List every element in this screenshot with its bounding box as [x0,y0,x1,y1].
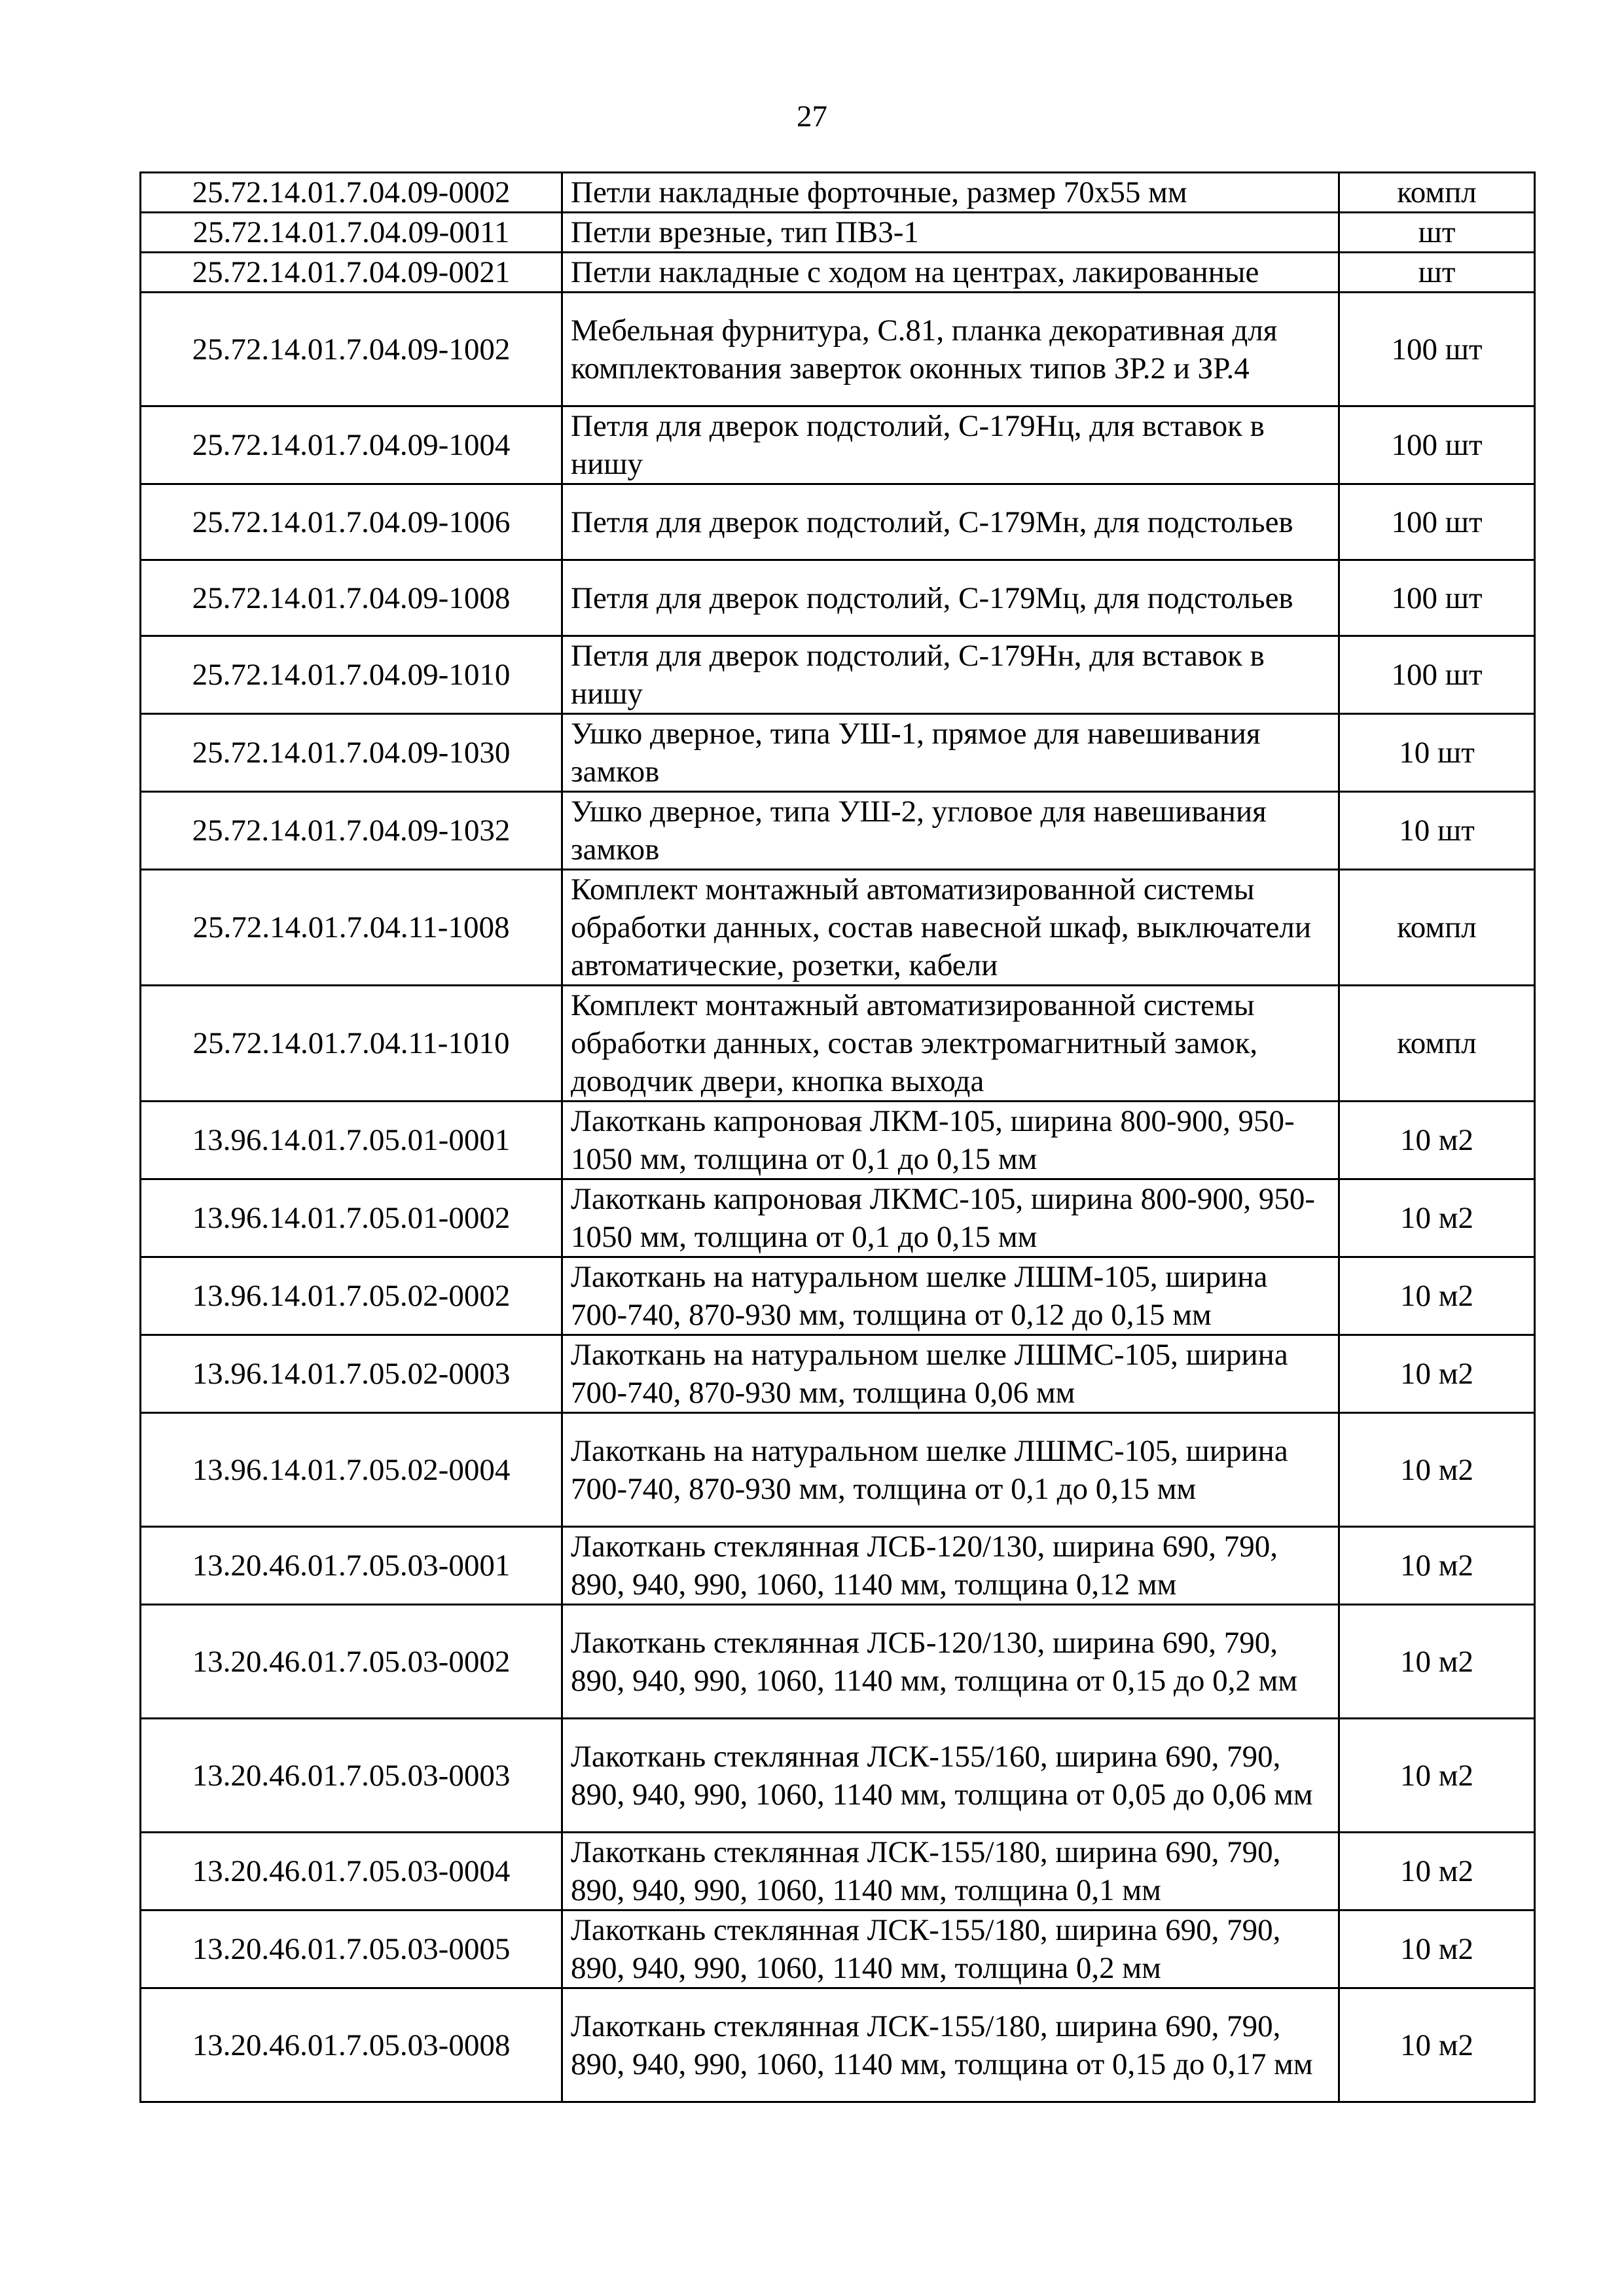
resource-code: 25.72.14.01.7.04.09-1008 [141,560,562,636]
resource-code: 13.96.14.01.7.05.02-0003 [141,1335,562,1413]
resource-code: 13.20.46.01.7.05.03-0001 [141,1527,562,1605]
resource-code: 25.72.14.01.7.04.09-1006 [141,484,562,560]
table-row [141,173,1535,213]
resource-code: 13.20.46.01.7.05.03-0008 [141,1988,562,2102]
resource-description: Мебельная фурнитура, С.81, планка декоративная для комплектования заверток оконных типов ЗР.2 и ЗР.4 [562,293,1339,406]
resource-code: 13.20.46.01.7.05.03-0002 [141,1605,562,1719]
unit-of-measure: 10 м2 [1339,1833,1535,1910]
unit-of-measure: 10 м2 [1339,1988,1535,2102]
resource-description: Петли врезные, тип ПВ3-1 [562,213,1339,253]
unit-of-measure: 10 м2 [1339,1605,1535,1719]
unit-of-measure: 10 шт [1339,792,1535,870]
resource-code: 13.20.46.01.7.05.03-0003 [141,1719,562,1833]
resource-description: Комплект монтажный автоматизированной системы обработки данных, состав навесной шкаф, выключатели автоматические, розетки, кабели [562,870,1339,986]
table-row [141,714,1535,792]
unit-of-measure: 100 шт [1339,484,1535,560]
unit-of-measure: 10 м2 [1339,1179,1535,1257]
unit-of-measure: компл [1339,173,1535,213]
table-row [141,1833,1535,1910]
resource-description: Лакоткань стеклянная ЛСК-155/180, ширина 690, 790, 890, 940, 990, 1060, 1140 мм, толщина 0,1 мм [562,1833,1339,1910]
table-row [141,1605,1535,1719]
resource-description: Комплект монтажный автоматизированной системы обработки данных, состав электромагнитный замок, доводчик двери, кнопка выхода [562,986,1339,1102]
resource-table [139,171,1536,2103]
table-row [141,636,1535,714]
resource-code: 25.72.14.01.7.04.11-1008 [141,870,562,986]
unit-of-measure: 100 шт [1339,560,1535,636]
resource-code: 13.96.14.01.7.05.02-0002 [141,1257,562,1335]
table-row [141,870,1535,986]
resource-description: Петля для дверок подстолий, С-179Мц, для подстольев [562,560,1339,636]
unit-of-measure: 10 шт [1339,714,1535,792]
table-row [141,253,1535,293]
resource-description: Лакоткань капроновая ЛКМ-105, ширина 800-900, 950-1050 мм, толщина от 0,1 до 0,15 мм [562,1102,1339,1179]
unit-of-measure: 10 м2 [1339,1102,1535,1179]
table-row [141,792,1535,870]
table-row [141,1257,1535,1335]
resource-description: Лакоткань стеклянная ЛСК-155/180, ширина 690, 790, 890, 940, 990, 1060, 1140 мм, толщина от 0,15 до 0,17 мм [562,1988,1339,2102]
table-row [141,484,1535,560]
resource-description: Лакоткань на натуральном шелке ЛШМ-105, ширина 700-740, 870-930 мм, толщина от 0,12 до 0,15 мм [562,1257,1339,1335]
resource-code: 25.72.14.01.7.04.09-1030 [141,714,562,792]
unit-of-measure: шт [1339,213,1535,253]
resource-code: 13.20.46.01.7.05.03-0005 [141,1910,562,1988]
resource-description: Лакоткань стеклянная ЛСК-155/160, ширина 690, 790, 890, 940, 990, 1060, 1140 мм, толщина от 0,05 до 0,06 мм [562,1719,1339,1833]
resource-code: 25.72.14.01.7.04.09-1004 [141,406,562,484]
resource-code: 25.72.14.01.7.04.09-0011 [141,213,562,253]
table-row [141,986,1535,1102]
unit-of-measure: 10 м2 [1339,1335,1535,1413]
unit-of-measure: 10 м2 [1339,1257,1535,1335]
unit-of-measure: шт [1339,253,1535,293]
resource-description: Петли накладные форточные, размер 70х55 мм [562,173,1339,213]
table-row [141,1988,1535,2102]
table-row [141,1102,1535,1179]
resource-code: 13.96.14.01.7.05.01-0001 [141,1102,562,1179]
resource-description: Лакоткань стеклянная ЛСК-155/180, ширина 690, 790, 890, 940, 990, 1060, 1140 мм, толщина 0,2 мм [562,1910,1339,1988]
resource-code: 25.72.14.01.7.04.09-1002 [141,293,562,406]
table-row [141,406,1535,484]
resource-description: Лакоткань стеклянная ЛСБ-120/130, ширина 690, 790, 890, 940, 990, 1060, 1140 мм, толщина от 0,15 до 0,2 мм [562,1605,1339,1719]
table-row [141,213,1535,253]
unit-of-measure: 100 шт [1339,293,1535,406]
resource-code: 13.96.14.01.7.05.02-0004 [141,1413,562,1527]
table-row [141,1527,1535,1605]
resource-code: 25.72.14.01.7.04.09-0002 [141,173,562,213]
unit-of-measure: компл [1339,986,1535,1102]
resource-code: 25.72.14.01.7.04.09-0021 [141,253,562,293]
resource-description: Петля для дверок подстолий, С-179Мн, для подстольев [562,484,1339,560]
resource-description: Лакоткань стеклянная ЛСБ-120/130, ширина 690, 790, 890, 940, 990, 1060, 1140 мм, толщина 0,12 мм [562,1527,1339,1605]
resource-code: 25.72.14.01.7.04.09-1032 [141,792,562,870]
page-number: 27 [797,99,827,134]
resource-description: Ушко дверное, типа УШ-1, прямое для навешивания замков [562,714,1339,792]
unit-of-measure: 10 м2 [1339,1910,1535,1988]
resource-description: Петли накладные с ходом на центрах, лакированные [562,253,1339,293]
resource-description: Лакоткань на натуральном шелке ЛШМС-105, ширина 700-740, 870-930 мм, толщина от 0,1 до 0,15 мм [562,1413,1339,1527]
table-row [141,293,1535,406]
resource-description: Лакоткань на натуральном шелке ЛШМС-105, ширина 700-740, 870-930 мм, толщина 0,06 мм [562,1335,1339,1413]
resource-code: 13.20.46.01.7.05.03-0004 [141,1833,562,1910]
table-row [141,1719,1535,1833]
table-row [141,560,1535,636]
table-row [141,1179,1535,1257]
unit-of-measure: 10 м2 [1339,1527,1535,1605]
resource-description: Петля для дверок подстолий, С-179Нн, для вставок в нишу [562,636,1339,714]
resource-description: Лакоткань капроновая ЛКМС-105, ширина 800-900, 950-1050 мм, толщина от 0,1 до 0,15 мм [562,1179,1339,1257]
unit-of-measure: 10 м2 [1339,1719,1535,1833]
unit-of-measure: 10 м2 [1339,1413,1535,1527]
resource-code: 25.72.14.01.7.04.09-1010 [141,636,562,714]
table-row [141,1413,1535,1527]
resource-code: 25.72.14.01.7.04.11-1010 [141,986,562,1102]
resource-code: 13.96.14.01.7.05.01-0002 [141,1179,562,1257]
unit-of-measure: компл [1339,870,1535,986]
resource-description: Ушко дверное, типа УШ-2, угловое для навешивания замков [562,792,1339,870]
table-row [141,1335,1535,1413]
unit-of-measure: 100 шт [1339,636,1535,714]
resource-description: Петля для дверок подстолий, С-179Нц, для вставок в нишу [562,406,1339,484]
unit-of-measure: 100 шт [1339,406,1535,484]
table-row [141,1910,1535,1988]
